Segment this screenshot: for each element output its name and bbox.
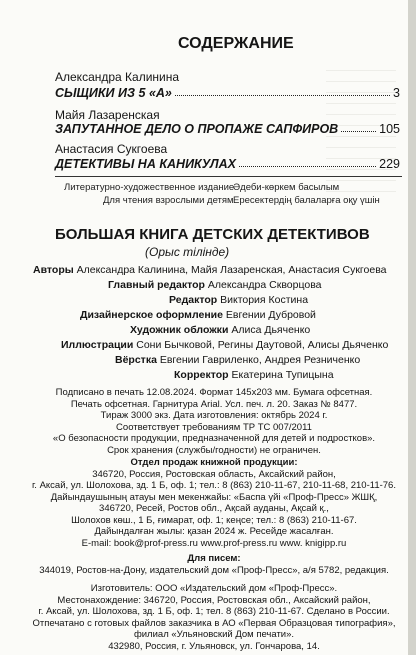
contents-page: 3 (393, 86, 400, 100)
imprint-line: Срок хранения (службы/годности) не ограничен. (107, 444, 321, 456)
credit-line (169, 294, 308, 306)
manufacturer-line: Изготовитель: ООО «Издательский дом «Проф-Пресс». (90, 583, 338, 594)
label-kz-2: Ересектердің балаларға оқу үшін (233, 195, 380, 206)
sales-contacts: E-mail: book@prof-press.ru www.prof-press.ru www. knigipp.ru (81, 537, 347, 549)
sales-line: 346720, Россия, Ростовская область, Аксайский район, (92, 468, 336, 480)
manufacturer-line: филиал «Ульяновский Дом печати». (133, 629, 295, 640)
sales-block (20, 457, 408, 549)
credit-names: Екатерина Тупицына (231, 369, 334, 381)
imprint-line: Тираж 3000 экз. Дата изготовления: октябрь 2024 г. (100, 410, 328, 421)
credit-line (80, 309, 316, 321)
letters-line: 344019, Ростов-на-Дону, издательский дом «Проф-Пресс», а/я 5782, редакция. (39, 564, 389, 576)
credit-role: Иллюстрации (61, 339, 134, 351)
credit-role: Художник обложки (130, 324, 229, 336)
credit-role: Вёрстка (115, 354, 157, 366)
contents-title: ДЕТЕКТИВЫ НА КАНИКУЛАХ (55, 157, 236, 171)
contents-entry (55, 86, 400, 100)
credit-names: Евгении Гавриленко, Андрея Резниченко (159, 354, 361, 366)
imprint-line: «О безопасности продукции, предназначенной для детей и подростков». (52, 433, 376, 444)
manufacturer-line: г. Аксай, ул. Шолохова, зд. 1 Б, оф. 1; тел. 8 (863) 210-11-67. Сделано в России. (38, 606, 390, 617)
credit-line (61, 339, 388, 351)
contents-title: СЫЩИКИ ИЗ 5 «А» (55, 86, 172, 100)
credit-names: Евгении Дубровой (225, 309, 316, 321)
credit-names: Александра Калинина, Майя Лазаренская, Анастасия Сукгоева (76, 264, 387, 276)
leader-dots (175, 86, 390, 96)
imprint-line: Печать офсетная. Гарнитура Arial. Усл. печ. л. 20. Заказ № 8477. (70, 398, 358, 410)
contents-author: Анастасия Сукгоева (55, 142, 168, 156)
credit-line (108, 279, 322, 291)
contents-heading: СОДЕРЖАНИЕ (178, 35, 294, 52)
sales-heading: Отдел продаж книжной продукции: (130, 457, 298, 468)
imprint-block (20, 387, 408, 456)
credit-line (174, 369, 334, 381)
credit-role: Корректор (174, 369, 229, 381)
contents-page: 105 (379, 122, 400, 136)
sales-line: Дайындаушының атауы мен мекенжайы: «Баспа үйі «Проф-Пресс» ЖШҚ, (50, 491, 378, 503)
sales-line: г. Аксай, ул. Шолохова, зд. 1 Б, оф. 1; тел.: 8 (863) 210-11-67, 210-11-68, 210-11-76. (32, 480, 396, 491)
credit-line (115, 354, 360, 366)
letters-block (20, 553, 408, 576)
credit-names: Александра Скворцова (207, 279, 322, 291)
credit-names: Виктория Костина (220, 294, 309, 306)
contents-author: Майя Лазаренская (55, 108, 160, 122)
divider (55, 176, 402, 177)
manufacturer-line: Местонахождение: 346720, Россия, Ростовская обл., Аксайский район, (57, 594, 371, 606)
credit-line (130, 324, 310, 336)
contents-entry (55, 157, 400, 171)
label-ru-1: Литературно-художественное издание (64, 182, 235, 193)
credit-role: Главный редактор (108, 279, 205, 291)
book-title: БОЛЬШАЯ КНИГА ДЕТСКИХ ДЕТЕКТИВОВ (55, 226, 370, 243)
letters-heading: Для писем: (187, 553, 241, 564)
label-ru-2: Для чтения взрослыми детям (103, 195, 234, 206)
sales-line: 346720, Ресей, Ростов обл., Ақсай ауданы, Ақсай қ., (99, 503, 329, 514)
contents-page: 229 (379, 157, 400, 171)
credit-role: Дизайнерское оформление (80, 309, 223, 321)
page-edge (408, 0, 416, 655)
manufacturer-block (20, 583, 408, 652)
sales-line: Шолохов көш., 1 Б, ғимарат, оф. 1; кеңсе; тел.: 8 (863) 210-11-67. (71, 514, 357, 526)
contents-entry (55, 122, 400, 136)
credit-role: Редактор (169, 294, 218, 306)
credit-role: Авторы (33, 264, 74, 276)
contents-author: Александра Калинина (55, 70, 180, 84)
leader-dots (341, 122, 376, 132)
imprint-line: Соответствует требованиям ТР ТС 007/2011 (116, 421, 312, 433)
credit-line (33, 264, 387, 276)
label-kz-1: Әдеби-көркем басылым (233, 182, 340, 193)
imprint-line: Подписано в печать 12.08.2024. Формат 145х203 мм. Бумага офсетная. (55, 387, 373, 398)
sales-line: Дайындалған жылы: қазан 2024 ж. Ресейде жасалған. (94, 526, 334, 537)
manufacturer-line: 432980, Россия, г. Ульяновск, ул. Гончарова, 14. (108, 640, 320, 652)
manufacturer-line: Отпечатано с готовых файлов заказчика в АО «Первая Образцовая типография», (32, 617, 396, 629)
contents-title: ЗАПУТАННОЕ ДЕЛО О ПРОПАЖЕ САПФИРОВ (55, 122, 339, 136)
credit-names: Сони Бычковой, Регины Даутовой, Алисы Дьяченко (136, 339, 389, 351)
book-subtitle: (Орыс тілінде) (145, 245, 230, 259)
credit-names: Алиса Дьяченко (231, 324, 311, 336)
leader-dots (239, 157, 376, 167)
